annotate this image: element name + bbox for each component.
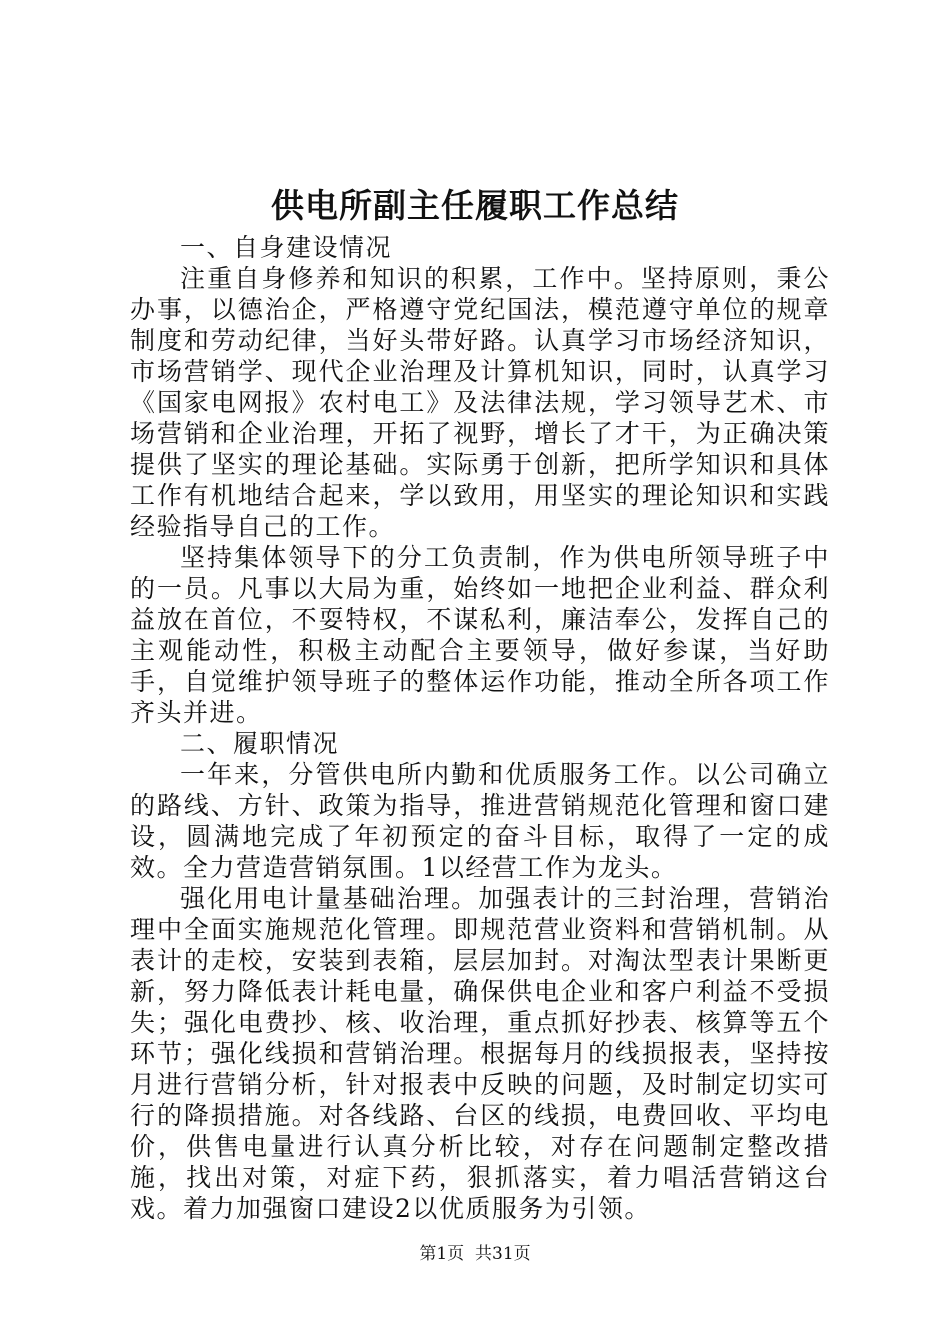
paragraph-year-review: 一年来，分管供电所内勤和优质服务工作。以公司确立的路线、方针、政策为指导，推进营销规范化管理和窗口建设，圆满地完成了年初预定的奋斗目标，取得了一定的成效。全力营造营销氛围。1以经营工作为龙头。 [130,760,830,882]
page-total: 共31页 [475,1244,531,1264]
paragraph-collective-leadership: 坚持集体领导下的分工负责制，作为供电所领导班子中的一员。凡事以大局为重，始终如一地把企业利益、群众利益放在首位，不耍特权，不谋私利，廉洁奉公，发挥自己的主观能动性，积极主动配合主要领导，做好参谋，当好助手，自觉维护领导班子的整体运作功能，推动全所各项工作齐头并进。 [130,543,830,727]
footer-separator [464,1244,475,1264]
page-footer [0,1242,950,1266]
document-body [130,232,830,1224]
paragraph-metering-management: 强化用电计量基础治理。加强表计的三封治理，营销治理中全面实施规范化管理。即规范营业资料和营销机制。从表计的走校，安装到表箱，层层加封。对淘汰型表计果断更新，努力降低表计耗电量，确保供电企业和客户利益不受损失；强化电费抄、核、收治理，重点抓好抄表、核算等五个环节；强化线损和营销治理。根据每月的线损报表，坚持按月进行营销分析，针对报表中反映的问题，及时制定切实可行的降损措施。对各线路、台区的线损，电费回收、平均电价，供售电量进行认真分析比较，对存在问题制定整改措施，找出对策，对症下药，狠抓落实，着力唱活营销这台戏。着力加强窗口建设2以优质服务为引领。 [130,884,830,1223]
section-heading-self-building: 一、自身建设情况 [180,233,393,262]
section-heading-duty-performance: 二、履职情况 [180,729,340,758]
page-number: 第1页 [419,1244,465,1264]
paragraph-self-cultivation: 注重自身修养和知识的积累，工作中。坚持原则，秉公办事，以德治企，严格遵守党纪国法，模范遵守单位的规章制度和劳动纪律，当好头带好路。认真学习市场经济知识，市场营销学、现代企业治理及计算机知识，同时，认真学习《国家电网报》农村电工》及法律法规，学习领导艺术、市场营销和企业治理，开拓了视野，增长了才干，为正确决策提供了坚实的理论基础。实际勇于创新，把所学知识和具体工作有机地结合起来，学以致用，用坚实的理论知识和实践经验指导自己的工作。 [130,264,830,541]
document-title: 供电所副主任履职工作总结 [271,186,679,225]
